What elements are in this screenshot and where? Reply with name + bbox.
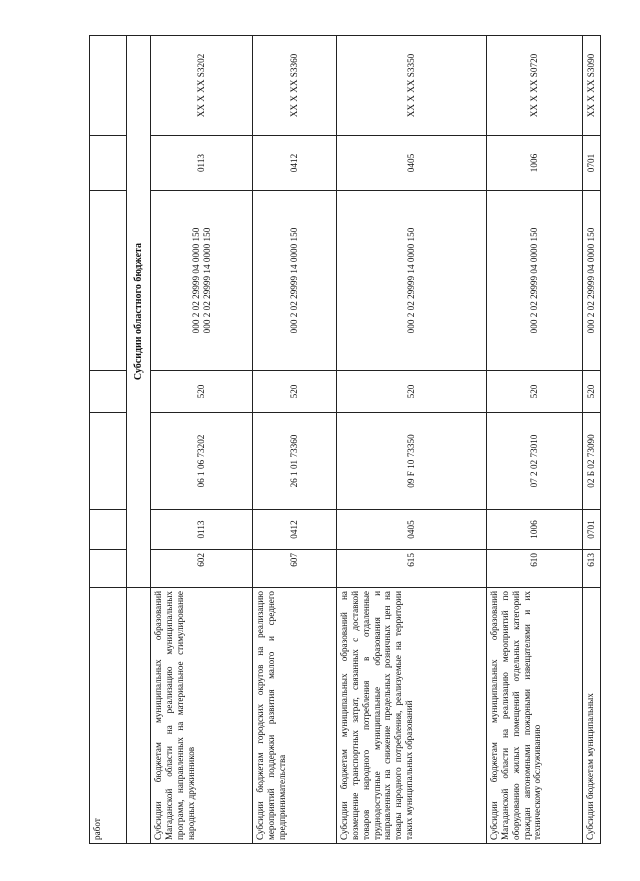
target-code: XX X XX S0720 (487, 36, 583, 136)
section-header-row (127, 36, 151, 844)
admin-code: 610 (487, 550, 583, 588)
section-code: 0701 (583, 510, 601, 550)
subsidy-codes-table (89, 35, 601, 844)
table-row (90, 36, 127, 844)
income-code: 000 2 02 29999 04 0000 150 (586, 227, 597, 334)
section-code-2: 0113 (151, 136, 253, 191)
income-codes (151, 191, 253, 371)
admin-code: 602 (151, 550, 253, 588)
expense-type: 520 (253, 371, 337, 413)
income-code: 000 2 02 29999 14 0000 150 (406, 227, 417, 334)
table-row (151, 36, 253, 844)
table-row (583, 36, 601, 844)
target-article: 26 1 01 73360 (253, 413, 337, 510)
target-code: XX X XX S3202 (151, 36, 253, 136)
target-code: XX X XX S3360 (253, 36, 337, 136)
table-row (487, 36, 583, 844)
section-code: 0113 (151, 510, 253, 550)
admin-code: 613 (583, 550, 601, 588)
income-code: 000 2 02 29999 14 0000 150 (289, 227, 300, 334)
rotated-document-page (89, 36, 600, 844)
section-code-2: 1006 (487, 136, 583, 191)
target-article: 07 2 02 73010 (487, 413, 583, 510)
row-description: Субсидии бюджетам муниципальных образований на возмещение транспортных затрат, связанных с доставкой товаров народного потребления в отдаленные труднодоступные муниципальные образования и направленных на снижение предельных розничных цен на товары народного потребления, реализуемые на территории таких муниципальных образований (337, 588, 487, 844)
income-codes (337, 191, 487, 371)
section-code: 0405 (337, 510, 487, 550)
target-article: 02 Б 02 73090 (583, 413, 601, 510)
expense-type: 520 (337, 371, 487, 413)
row-description: Субсидии бюджетам муниципальных образований Магаданской области на реализацию муниципальных программ, направленных на материальное стимулирование народных дружинников (151, 588, 253, 844)
target-article: 09 F 10 73350 (337, 413, 487, 510)
income-codes (253, 191, 337, 371)
section-code-2: 0405 (337, 136, 487, 191)
row-description: Субсидии бюджетам муниципальных образований Магаданской области на реализацию мероприятий по оборудованию жилых помещений отдельных категорий граждан автономными пожарными извещателями и их техническому обслуживанию (487, 588, 583, 844)
table-row (253, 36, 337, 844)
rotated-table-wrapper (89, 36, 600, 844)
row-description: Субсидии бюджетам муниципальных (583, 588, 601, 844)
income-code: 000 2 02 29999 04 0000 150 (190, 227, 201, 334)
admin-code: 615 (337, 550, 487, 588)
section-code: 0412 (253, 510, 337, 550)
income-code: 000 2 02 29999 14 0000 150 (201, 227, 212, 334)
expense-type: 520 (487, 371, 583, 413)
admin-code: 607 (253, 550, 337, 588)
expense-type: 520 (151, 371, 253, 413)
income-code: 000 2 02 29999 04 0000 150 (529, 227, 540, 334)
income-codes (583, 191, 601, 371)
income-codes (487, 191, 583, 371)
section-title: Субсидии областного бюджета (127, 36, 151, 588)
section-code: 1006 (487, 510, 583, 550)
section-code-2: 0701 (583, 136, 601, 191)
section-code-2: 0412 (253, 136, 337, 191)
target-code: XX X XX S3350 (337, 36, 487, 136)
target-code: XX X XX S3090 (583, 36, 601, 136)
row-description: Субсидии бюджетам городских округов на реализацию мероприятий поддержки развития малого и среднего предпринимательства (253, 588, 337, 844)
table-row (337, 36, 487, 844)
expense-type: 520 (583, 371, 601, 413)
target-article: 06 1 06 73202 (151, 413, 253, 510)
first-row-label: работ (90, 588, 127, 844)
